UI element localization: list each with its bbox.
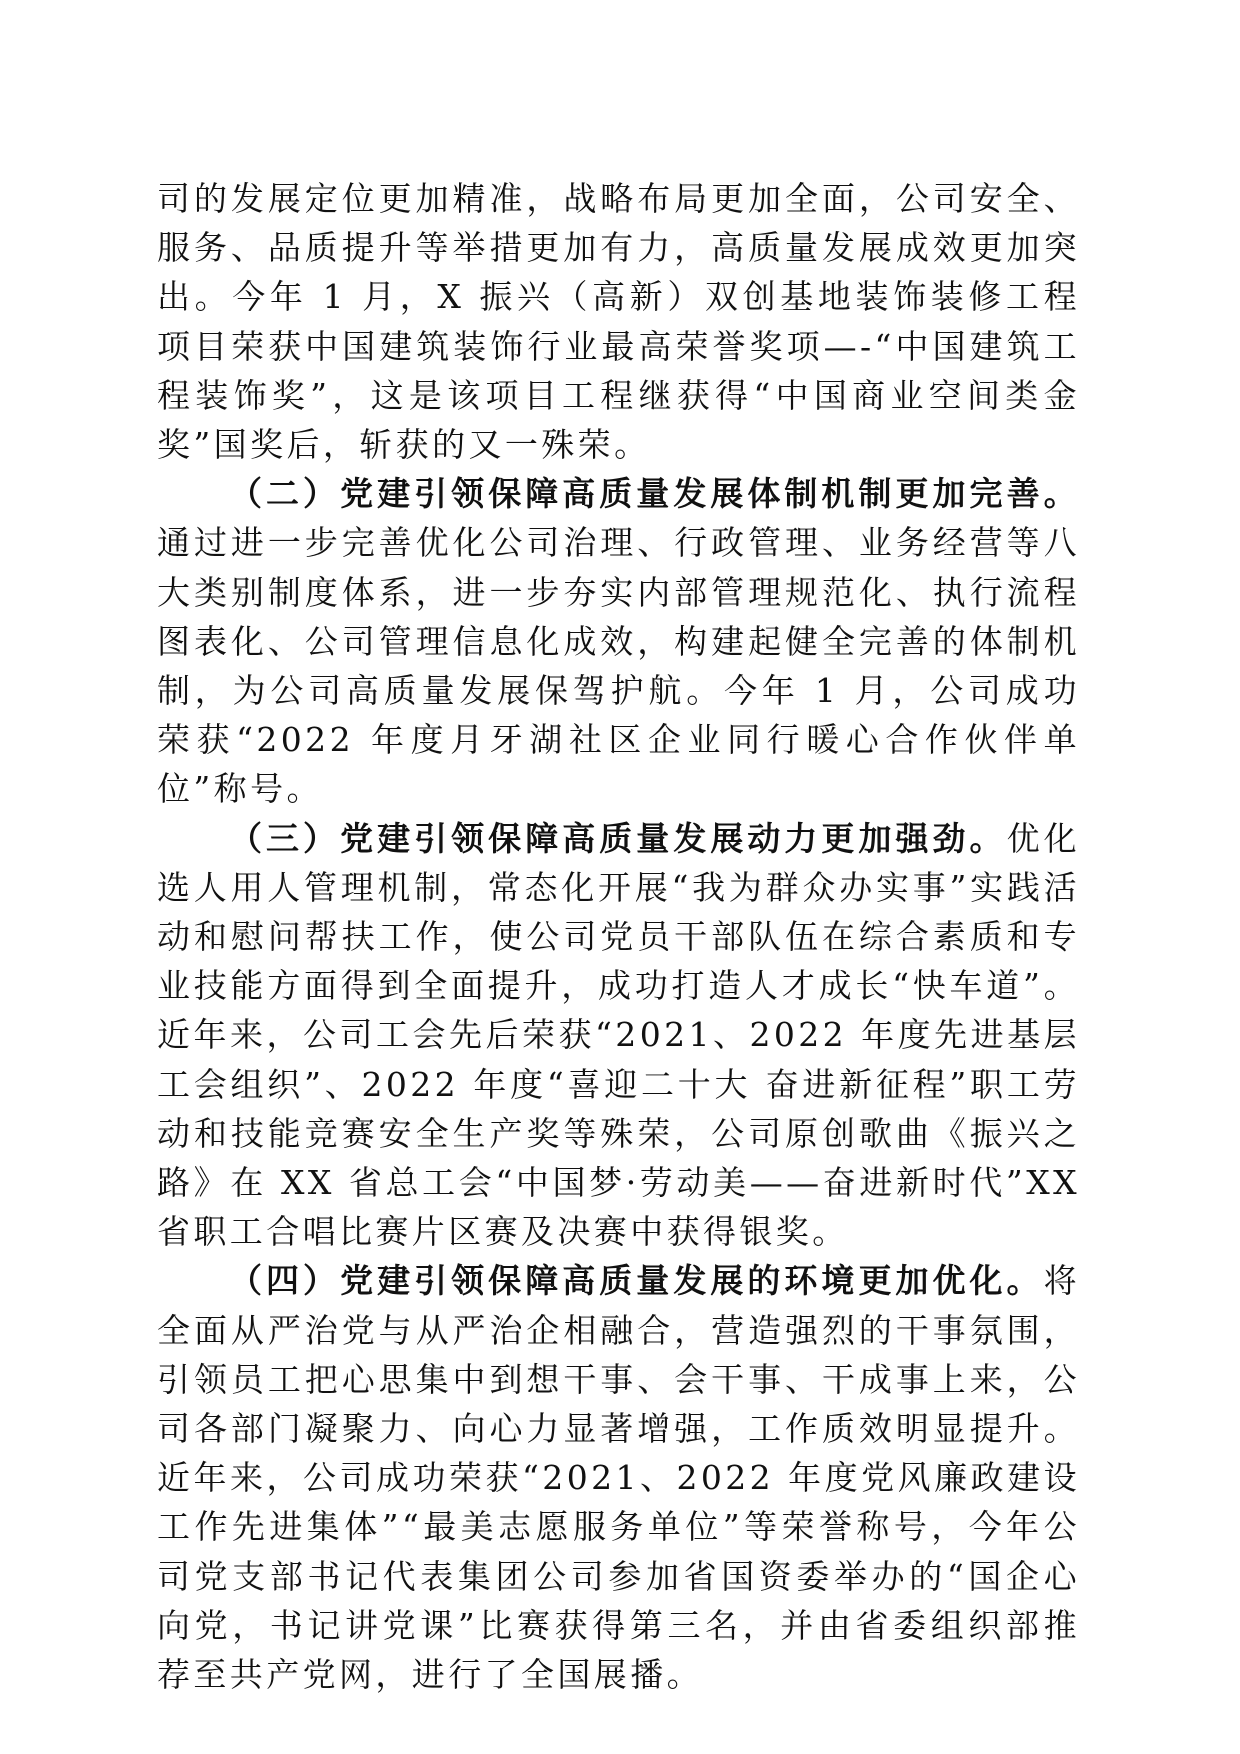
document-body: [157, 174, 1080, 1699]
paragraph-text: 通过进一步完善优化公司治理、行政管理、业务经营等八大类别制度体系，进一步夯实内部管理规范化、执行流程图表化、公司管理信息化成效，构建起健全完善的体制机制，为公司高质量发展保驾护航。今年 1 月，公司成功荣获“2022 年度月牙湖社区企业同行暖心合作伙伴单位”称号。: [157, 523, 1080, 809]
paragraph-section-4: [157, 1256, 1080, 1699]
paragraph-text: 将全面从严治党与从严治企相融合，营造强烈的干事氛围，引领员工把心思集中到想干事、会干事、干成事上来，公司各部门凝聚力、向心力显著增强，工作质效明显提升。近年来，公司成功荣获“2021、2022 年度党风廉政建设工作先进集体”“最美志愿服务单位”等荣誉称号，今年公司党支部书记代表集团公司参加省国资委举办的“国企心向党，书记讲党课”比赛获得第三名，并由省委组织部推荐至共产党网，进行了全国展播。: [157, 1261, 1080, 1695]
section-heading-3: （三）党建引领保障高质量发展动力更加强劲。: [229, 818, 1007, 858]
section-heading-4: （四）党建引领保障高质量发展的环境更加优化。: [229, 1261, 1044, 1301]
paragraph-section-2: [157, 469, 1080, 813]
paragraph-text: 优化选人用人管理机制，常态化开展“我为群众办实事”实践活动和慰问帮扶工作，使公司党员干部队伍在综合素质和专业技能方面得到全面提升，成功打造人才成长“快车道”。近年来，公司工会先后荣获“2021、2022 年度先进基层工会组织”、2022 年度“喜迎二十大 奋进新征程”职工劳动和技能竞赛安全生产奖等殊荣，公司原创歌曲《振兴之路》在 XX 省总工会“中国梦·劳动美——奋进新时代”XX 省职工合唱比赛片区赛及决赛中获得银奖。: [157, 818, 1080, 1252]
section-heading-2: （二）党建引领保障高质量发展体制机制更加完善。: [229, 474, 1080, 514]
paragraph-section-3: [157, 814, 1080, 1257]
paragraph-text: 司的发展定位更加精准，战略布局更加全面，公司安全、服务、品质提升等举措更加有力，高质量发展成效更加突出。今年 1 月，X 振兴（高新）双创基地装饰装修工程项目荣获中国建筑装饰行业最高荣誉奖项—-“中国建筑工程装饰奖”，这是该项目工程继获得“中国商业空间类金奖”国奖后，斩获的又一殊荣。: [157, 179, 1080, 465]
paragraph-continuation: [157, 174, 1080, 469]
